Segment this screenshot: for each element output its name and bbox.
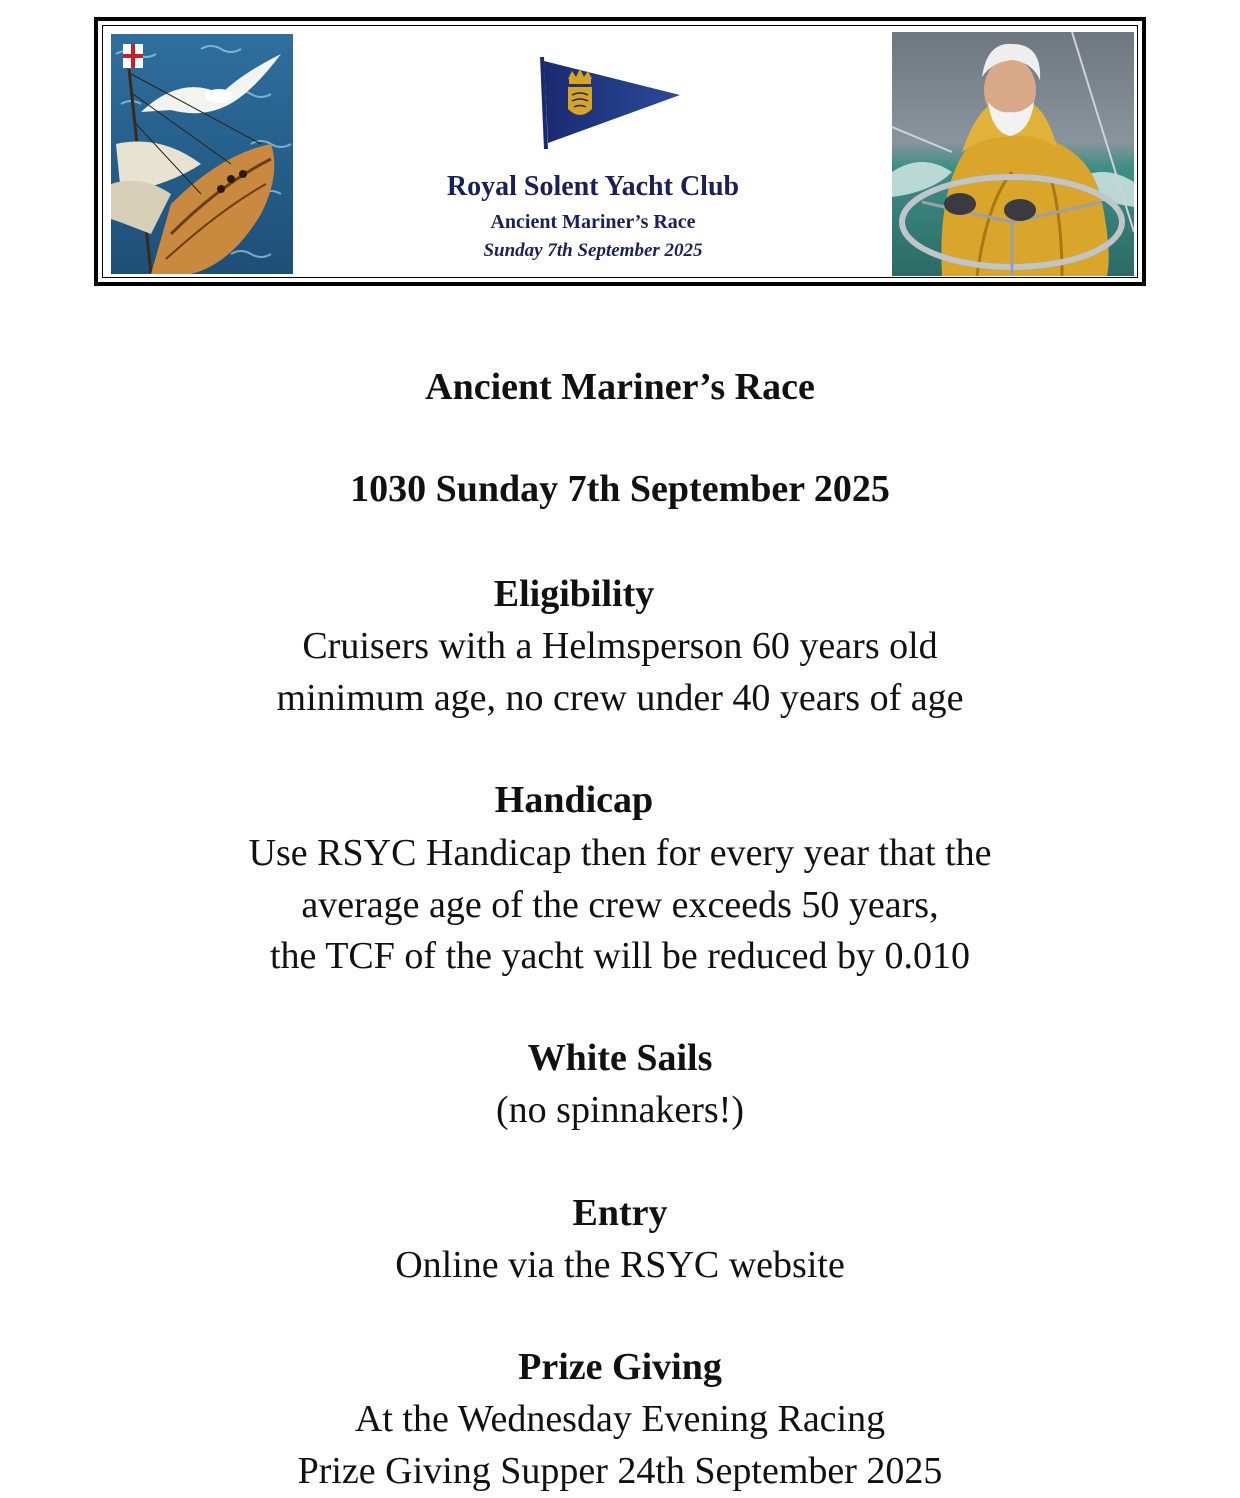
prize-giving-line-2: Prize Giving Supper 24th September 2025 [297, 1450, 943, 1492]
club-burgee-icon [534, 51, 684, 151]
handicap-line-3: the TCF of the yacht will be reduced by 0.010 [269, 935, 971, 977]
prize-giving-heading: Prize Giving [518, 1346, 722, 1388]
eligibility-heading: Eligibility [493, 573, 655, 615]
white-sails-heading: White Sails [527, 1037, 713, 1079]
page-title: Ancient Mariner’s Race [425, 366, 815, 408]
entry-heading: Entry [572, 1192, 668, 1234]
eligibility-line-1: Cruisers with a Helmsperson 60 years old [302, 625, 938, 667]
banner-race-name: Ancient Mariner’s Race [490, 211, 696, 233]
start-time: 1030 Sunday 7th September 2025 [350, 468, 890, 510]
club-name: Royal Solent Yacht Club [446, 171, 740, 202]
handicap-heading: Handicap [494, 779, 654, 821]
handicap-line-1: Use RSYC Handicap then for every year that the [248, 832, 992, 874]
entry-line-1: Online via the RSYC website [395, 1244, 845, 1286]
handicap-line-2: average age of the crew exceeds 50 years, [301, 884, 939, 926]
ship-albatross-image [111, 34, 293, 274]
sailor-painting-image [892, 32, 1134, 276]
header-banner [94, 17, 1146, 286]
prize-giving-line-1: At the Wednesday Evening Racing [354, 1398, 886, 1440]
banner-race-date: Sunday 7th September 2025 [483, 240, 703, 261]
white-sails-line-1: (no spinnakers!) [496, 1089, 744, 1131]
eligibility-line-2: minimum age, no crew under 40 years of age [276, 677, 964, 719]
